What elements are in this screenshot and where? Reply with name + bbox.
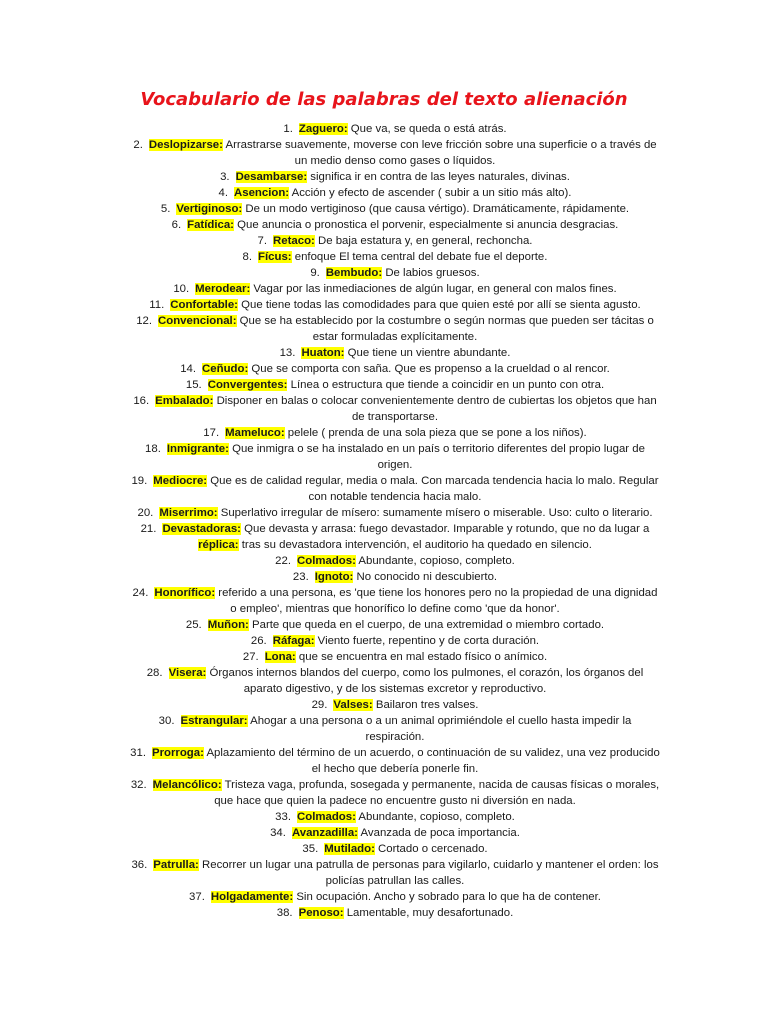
item-number: 33. bbox=[275, 811, 292, 823]
item-number: 3. bbox=[220, 171, 230, 183]
term-definition: significa ir en contra de las leyes naturales, divinas. bbox=[307, 171, 570, 183]
item-number: 31. bbox=[130, 747, 146, 759]
vocabulary-item bbox=[130, 281, 660, 297]
highlighted-term: Vertiginoso: bbox=[176, 203, 243, 215]
item-number: 28. bbox=[146, 667, 163, 679]
term-definition: Que va, se queda o está atrás. bbox=[347, 123, 507, 135]
term-definition: referido a una persona, es 'que tiene los honores pero no la propiedad de una dignidad o empleo', mientras que honorífico lo define como 'que da honor'. bbox=[215, 587, 658, 615]
term-definition: Aplazamiento del término de un acuerdo, o continuación de su validez, una vez producido el hecho que debería ponerle fin. bbox=[203, 747, 660, 775]
vocabulary-item bbox=[130, 137, 660, 169]
vocabulary-item bbox=[130, 841, 660, 857]
item-number: 27. bbox=[242, 651, 259, 663]
vocabulary-item bbox=[130, 745, 660, 777]
term-definition: Que tiene un vientre abundante. bbox=[344, 347, 511, 359]
vocabulary-item bbox=[130, 777, 660, 809]
term-definition: Disponer en balas o colocar convenientemente dentro de cubiertas los objetos que han de transportarse. bbox=[213, 395, 657, 423]
highlighted-term: Honorífico: bbox=[154, 587, 216, 599]
vocabulary-item bbox=[130, 201, 660, 217]
highlighted-term: Mediocre: bbox=[153, 475, 208, 487]
vocabulary-item bbox=[130, 809, 660, 825]
vocabulary-item bbox=[130, 121, 660, 137]
item-number: 11. bbox=[149, 299, 165, 311]
vocabulary-item bbox=[130, 345, 660, 361]
vocabulary-item bbox=[130, 233, 660, 249]
highlighted-term: Convergentes: bbox=[207, 379, 288, 391]
item-number: 29. bbox=[311, 699, 328, 711]
vocabulary-item bbox=[130, 857, 660, 889]
highlighted-term: Colmados: bbox=[297, 555, 356, 567]
vocabulary-item bbox=[130, 377, 660, 393]
item-number: 16. bbox=[133, 395, 150, 407]
item-number: 19. bbox=[131, 475, 148, 487]
highlighted-term: Miserrimo: bbox=[159, 507, 218, 519]
highlighted-term: Melancólico: bbox=[152, 779, 222, 791]
vocabulary-item bbox=[130, 553, 660, 569]
term-definition: que se encuentra en mal estado físico o anímico. bbox=[295, 651, 548, 663]
term-definition: De labios gruesos. bbox=[382, 267, 480, 279]
vocabulary-item bbox=[130, 393, 660, 425]
document-title: Vocabulario de las palabras del texto alienación bbox=[140, 89, 628, 110]
highlighted-term: Fatídica: bbox=[187, 219, 234, 231]
highlighted-term: Ráfaga: bbox=[272, 635, 315, 647]
term-definition: Acción y efecto de ascender ( subir a un sitio más alto). bbox=[289, 187, 572, 199]
item-number: 23. bbox=[292, 571, 309, 583]
vocabulary-item bbox=[130, 425, 660, 441]
item-number: 5. bbox=[160, 203, 171, 215]
item-number: 6. bbox=[171, 219, 182, 231]
highlighted-term: Valses: bbox=[333, 699, 373, 711]
vocabulary-item bbox=[130, 297, 660, 313]
term-definition: Órganos internos blandos del cuerpo, como los pulmones, el corazón, los órganos del aparato digestivo, y de los sistemas excretor y reproductivo. bbox=[206, 667, 644, 695]
highlighted-term: Holgadamente: bbox=[210, 891, 294, 903]
vocabulary-item bbox=[130, 713, 660, 745]
vocabulary-item bbox=[130, 665, 660, 697]
term-definition: De un modo vertiginoso (que causa vértigo). Dramáticamente, rápidamente. bbox=[242, 203, 630, 215]
item-number: 34. bbox=[270, 827, 286, 839]
highlighted-term: Merodear: bbox=[195, 283, 251, 295]
highlighted-term: Muñon: bbox=[207, 619, 249, 631]
vocabulary-item bbox=[130, 649, 660, 665]
vocabulary-item bbox=[130, 473, 660, 505]
term-definition: Arrastrarse suavemente, moverse con leve fricción sobre una superficie o a través de un medio denso como gases o líquidos. bbox=[222, 139, 657, 167]
vocabulary-list bbox=[130, 121, 660, 921]
term-definition: Sin ocupación. Ancho y sobrado para lo que ha de contener. bbox=[293, 891, 601, 903]
term-definition: Viento fuerte, repentino y de corta duración. bbox=[314, 635, 540, 647]
vocabulary-item bbox=[130, 633, 660, 649]
vocabulary-item bbox=[130, 889, 660, 905]
highlighted-term: Visera: bbox=[168, 667, 207, 679]
highlighted-term: Inmigrante: bbox=[166, 443, 229, 455]
item-number: 24. bbox=[132, 587, 149, 599]
item-number: 8. bbox=[242, 251, 253, 263]
term-definition: pelele ( prenda de una sola pieza que se pone a los niños). bbox=[284, 427, 587, 439]
highlighted-term: Estrangular: bbox=[180, 715, 248, 727]
vocabulary-item bbox=[130, 569, 660, 585]
item-number: 30. bbox=[158, 715, 175, 727]
item-number: 17. bbox=[203, 427, 220, 439]
item-number: 26. bbox=[250, 635, 267, 647]
highlighted-term: Colmados: bbox=[297, 811, 356, 823]
item-number: 12. bbox=[136, 315, 153, 327]
highlighted-term: Penoso: bbox=[298, 907, 344, 919]
item-number: 10. bbox=[173, 283, 190, 295]
highlighted-term: Fícus: bbox=[258, 251, 292, 263]
highlighted-term: Deslopizarse: bbox=[148, 139, 223, 151]
term-definition: Cortado o cercenado. bbox=[374, 843, 488, 855]
vocabulary-item bbox=[130, 585, 660, 617]
item-number: 13. bbox=[279, 347, 296, 359]
highlighted-term: Prorroga: bbox=[152, 747, 204, 759]
highlighted-term: Bembudo: bbox=[325, 267, 383, 279]
item-number: 35. bbox=[302, 843, 319, 855]
highlighted-term: Ceñudo: bbox=[202, 363, 249, 375]
item-number: 21. bbox=[140, 523, 157, 535]
term-definition: Que anuncia o pronostica el porvenir, especialmente si anuncia desgracias. bbox=[233, 219, 619, 231]
vocabulary-item bbox=[130, 905, 660, 921]
item-number: 18. bbox=[145, 443, 161, 455]
term-definition: Tristeza vaga, profunda, sosegada y permanente, nacida de causas físicas o morales, que hace que quien la padece no encuentre gusto ni diversión en nada. bbox=[214, 779, 660, 807]
vocabulary-item bbox=[130, 825, 660, 841]
term-definition: Que tiene todas las comodidades para que quien esté por allí se sienta agusto. bbox=[237, 299, 641, 311]
highlighted-term: Ignoto: bbox=[314, 571, 354, 583]
item-number: 4. bbox=[218, 187, 229, 199]
vocabulary-item bbox=[130, 441, 660, 473]
item-number: 38. bbox=[276, 907, 293, 919]
vocabulary-item bbox=[130, 217, 660, 233]
item-number: 1. bbox=[283, 123, 293, 135]
highlighted-term: Avanzadilla: bbox=[291, 827, 358, 839]
item-number: 2. bbox=[133, 139, 143, 151]
term-definition: Línea o estructura que tiende a coincidir en un punto con otra. bbox=[287, 379, 605, 391]
term-definition: Que devasta y arrasa: fuego devastador. Imparable y rotundo, que no da lugar a bbox=[240, 523, 650, 535]
item-number: 15. bbox=[185, 379, 202, 391]
vocabulary-item bbox=[130, 265, 660, 281]
term-definition: enfoque El tema central del debate fue el deporte. bbox=[291, 251, 548, 263]
term-definition: Lamentable, muy desafortunado. bbox=[343, 907, 514, 919]
vocabulary-item bbox=[130, 169, 660, 185]
highlighted-term: Huaton: bbox=[301, 347, 345, 359]
vocabulary-item bbox=[130, 313, 660, 345]
highlighted-term: Mameluco: bbox=[225, 427, 285, 439]
vocabulary-item bbox=[130, 249, 660, 265]
term-definition: Que se comporta con saña. Que es propenso a la crueldad o al rencor. bbox=[248, 363, 610, 375]
term-definition: Abundante, copioso, completo. bbox=[355, 555, 515, 567]
term-definition: Que se ha establecido por la costumbre o según normas que pueden ser tácitas o estar formuladas explícitamente. bbox=[236, 315, 654, 343]
highlighted-term: Embalado: bbox=[155, 395, 214, 407]
item-number: 20. bbox=[137, 507, 154, 519]
highlighted-term: Confortable: bbox=[170, 299, 238, 311]
item-number: 25. bbox=[185, 619, 202, 631]
vocabulary-item bbox=[130, 697, 660, 713]
term-definition: tras su devastadora intervención, el auditorio ha quedado en silencio. bbox=[238, 539, 592, 551]
highlighted-term: Asencion: bbox=[234, 187, 290, 199]
highlighted-term: Mutilado: bbox=[324, 843, 375, 855]
term-definition: Recorrer un lugar una patrulla de personas para vigilarlo, cuidarlo y mantener el orden: los policías patrullan las calles. bbox=[198, 859, 659, 887]
vocabulary-item bbox=[130, 361, 660, 377]
highlighted-term: Desambarse: bbox=[235, 171, 308, 183]
highlighted-term: Devastadoras: bbox=[162, 523, 241, 535]
term-definition: Avanzada de poca importancia. bbox=[357, 827, 520, 839]
vocabulary-item bbox=[130, 521, 660, 553]
item-number: 7. bbox=[257, 235, 268, 247]
term-definition: Parte que queda en el cuerpo, de una extremidad o miembro cortado. bbox=[248, 619, 605, 631]
term-definition: Ahogar a una persona o a un animal oprimiéndole el cuello hasta impedir la respiración. bbox=[247, 715, 632, 743]
vocabulary-item bbox=[130, 505, 660, 521]
term-definition: De baja estatura y, en general, rechoncha. bbox=[314, 235, 533, 247]
item-number: 36. bbox=[131, 859, 148, 871]
highlighted-term: Patrulla: bbox=[153, 859, 199, 871]
highlighted-term: Zaguero: bbox=[298, 123, 348, 135]
item-number: 9. bbox=[310, 267, 320, 279]
item-number: 37. bbox=[189, 891, 205, 903]
highlighted-term: réplica: bbox=[198, 539, 239, 551]
highlighted-term: Retaco: bbox=[273, 235, 315, 247]
term-definition: Bailaron tres valses. bbox=[372, 699, 479, 711]
term-definition: Abundante, copioso, completo. bbox=[355, 811, 515, 823]
highlighted-term: Convencional: bbox=[158, 315, 237, 327]
vocabulary-item bbox=[130, 617, 660, 633]
item-number: 14. bbox=[180, 363, 197, 375]
term-definition: Vagar por las inmediaciones de algún lugar, en general con malos fines. bbox=[250, 283, 617, 295]
term-definition: Que es de calidad regular, media o mala. Con marcada tendencia hacia lo malo. Regular con notable tendencia hacia malo. bbox=[207, 475, 659, 503]
item-number: 32. bbox=[130, 779, 147, 791]
item-number: 22. bbox=[275, 555, 292, 567]
vocabulary-item bbox=[130, 185, 660, 201]
term-definition: Que inmigra o se ha instalado en un país o territorio diferentes del propio lugar de origen. bbox=[228, 443, 645, 471]
highlighted-term: Lona: bbox=[264, 651, 296, 663]
term-definition: Superlativo irregular de mísero: sumamente mísero o miserable. Uso: culto o literario. bbox=[217, 507, 653, 519]
term-definition: No conocido ni descubierto. bbox=[353, 571, 498, 583]
